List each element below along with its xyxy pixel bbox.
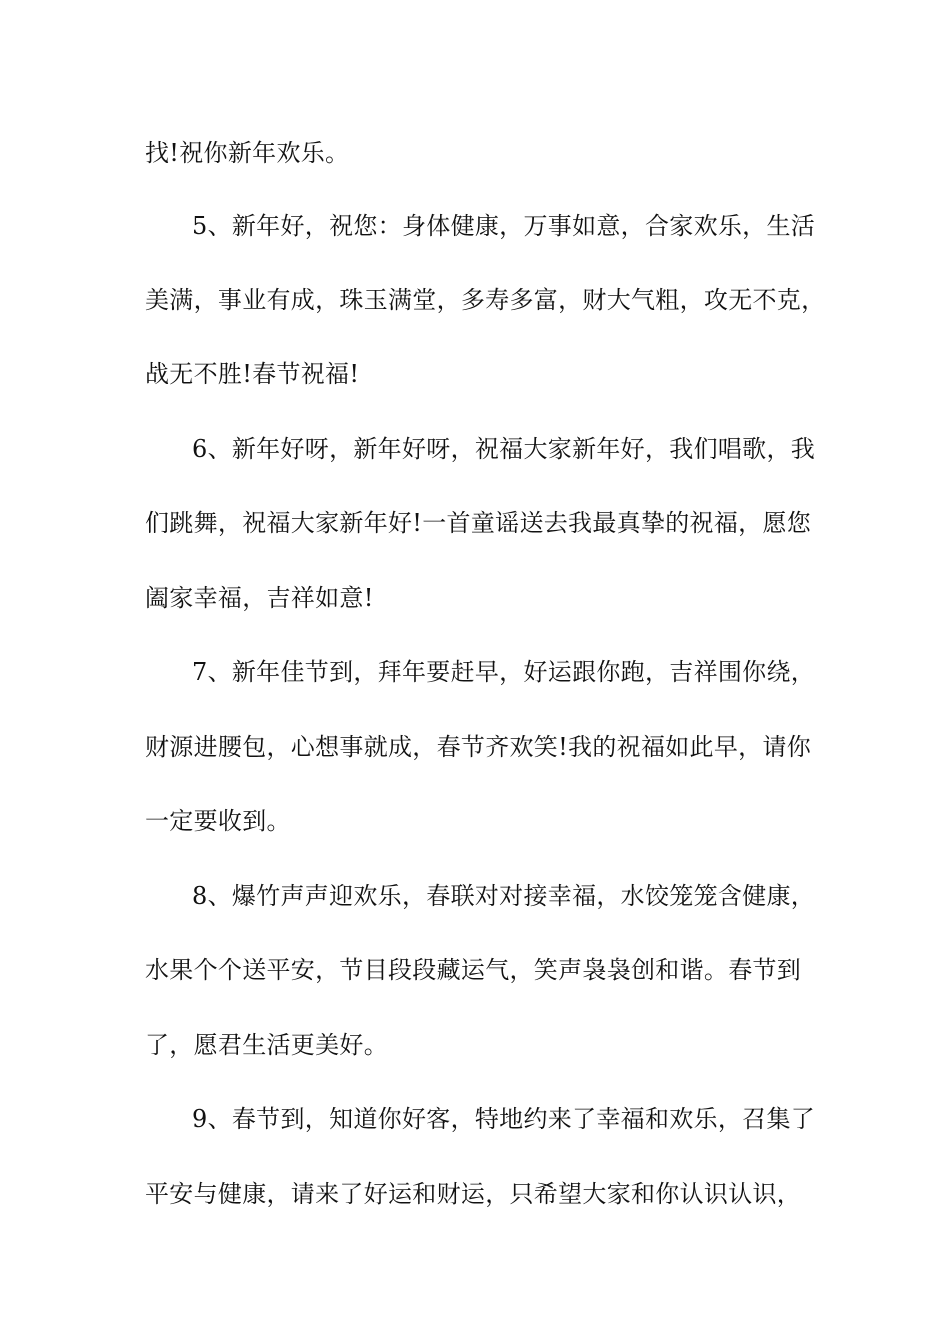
paragraph-6-line-2: 们跳舞，祝福大家新年好!一首童谣送去我最真挚的祝福，愿您 (145, 509, 812, 537)
paragraph-9-line-1: 9、春节到，知道你好客，特地约来了幸福和欢乐，召集了 (192, 1105, 816, 1133)
paragraph-7-line-1: 7、新年佳节到，拜年要赶早，好运跟你跑，吉祥围你绕， (192, 658, 816, 686)
paragraph-7-line-2: 财源进腰包，心想事就成，春节齐欢笑!我的祝福如此早，请你 (145, 733, 812, 761)
paragraph-9-line-2: 平安与健康，请来了好运和财运，只希望大家和你认识认识， (145, 1180, 802, 1208)
paragraph-7-line-3: 一定要收到。 (145, 807, 291, 835)
paragraph-8-line-3: 了，愿君生活更美好。 (145, 1031, 388, 1059)
paragraph-6-line-1: 6、新年好呀，新年好呀，祝福大家新年好，我们唱歌，我 (192, 435, 816, 463)
paragraph-5-line-1: 5、新年好，祝您：身体健康，万事如意，合家欢乐，生活 (192, 212, 816, 240)
paragraph-8-line-2: 水果个个送平安，节目段段藏运气，笑声袅袅创和谐。春节到 (145, 956, 802, 984)
paragraph-5-line-3: 战无不胜!春节祝福! (145, 360, 360, 388)
paragraph-8-line-1: 8、爆竹声声迎欢乐，春联对对接幸福，水饺笼笼含健康， (192, 882, 816, 910)
text-line: 找!祝你新年欢乐。 (145, 139, 350, 167)
paragraph-5-line-2: 美满，事业有成，珠玉满堂，多寿多富，财大气粗，攻无不克， (145, 286, 826, 314)
paragraph-6-line-3: 阖家幸福，吉祥如意! (145, 584, 374, 612)
